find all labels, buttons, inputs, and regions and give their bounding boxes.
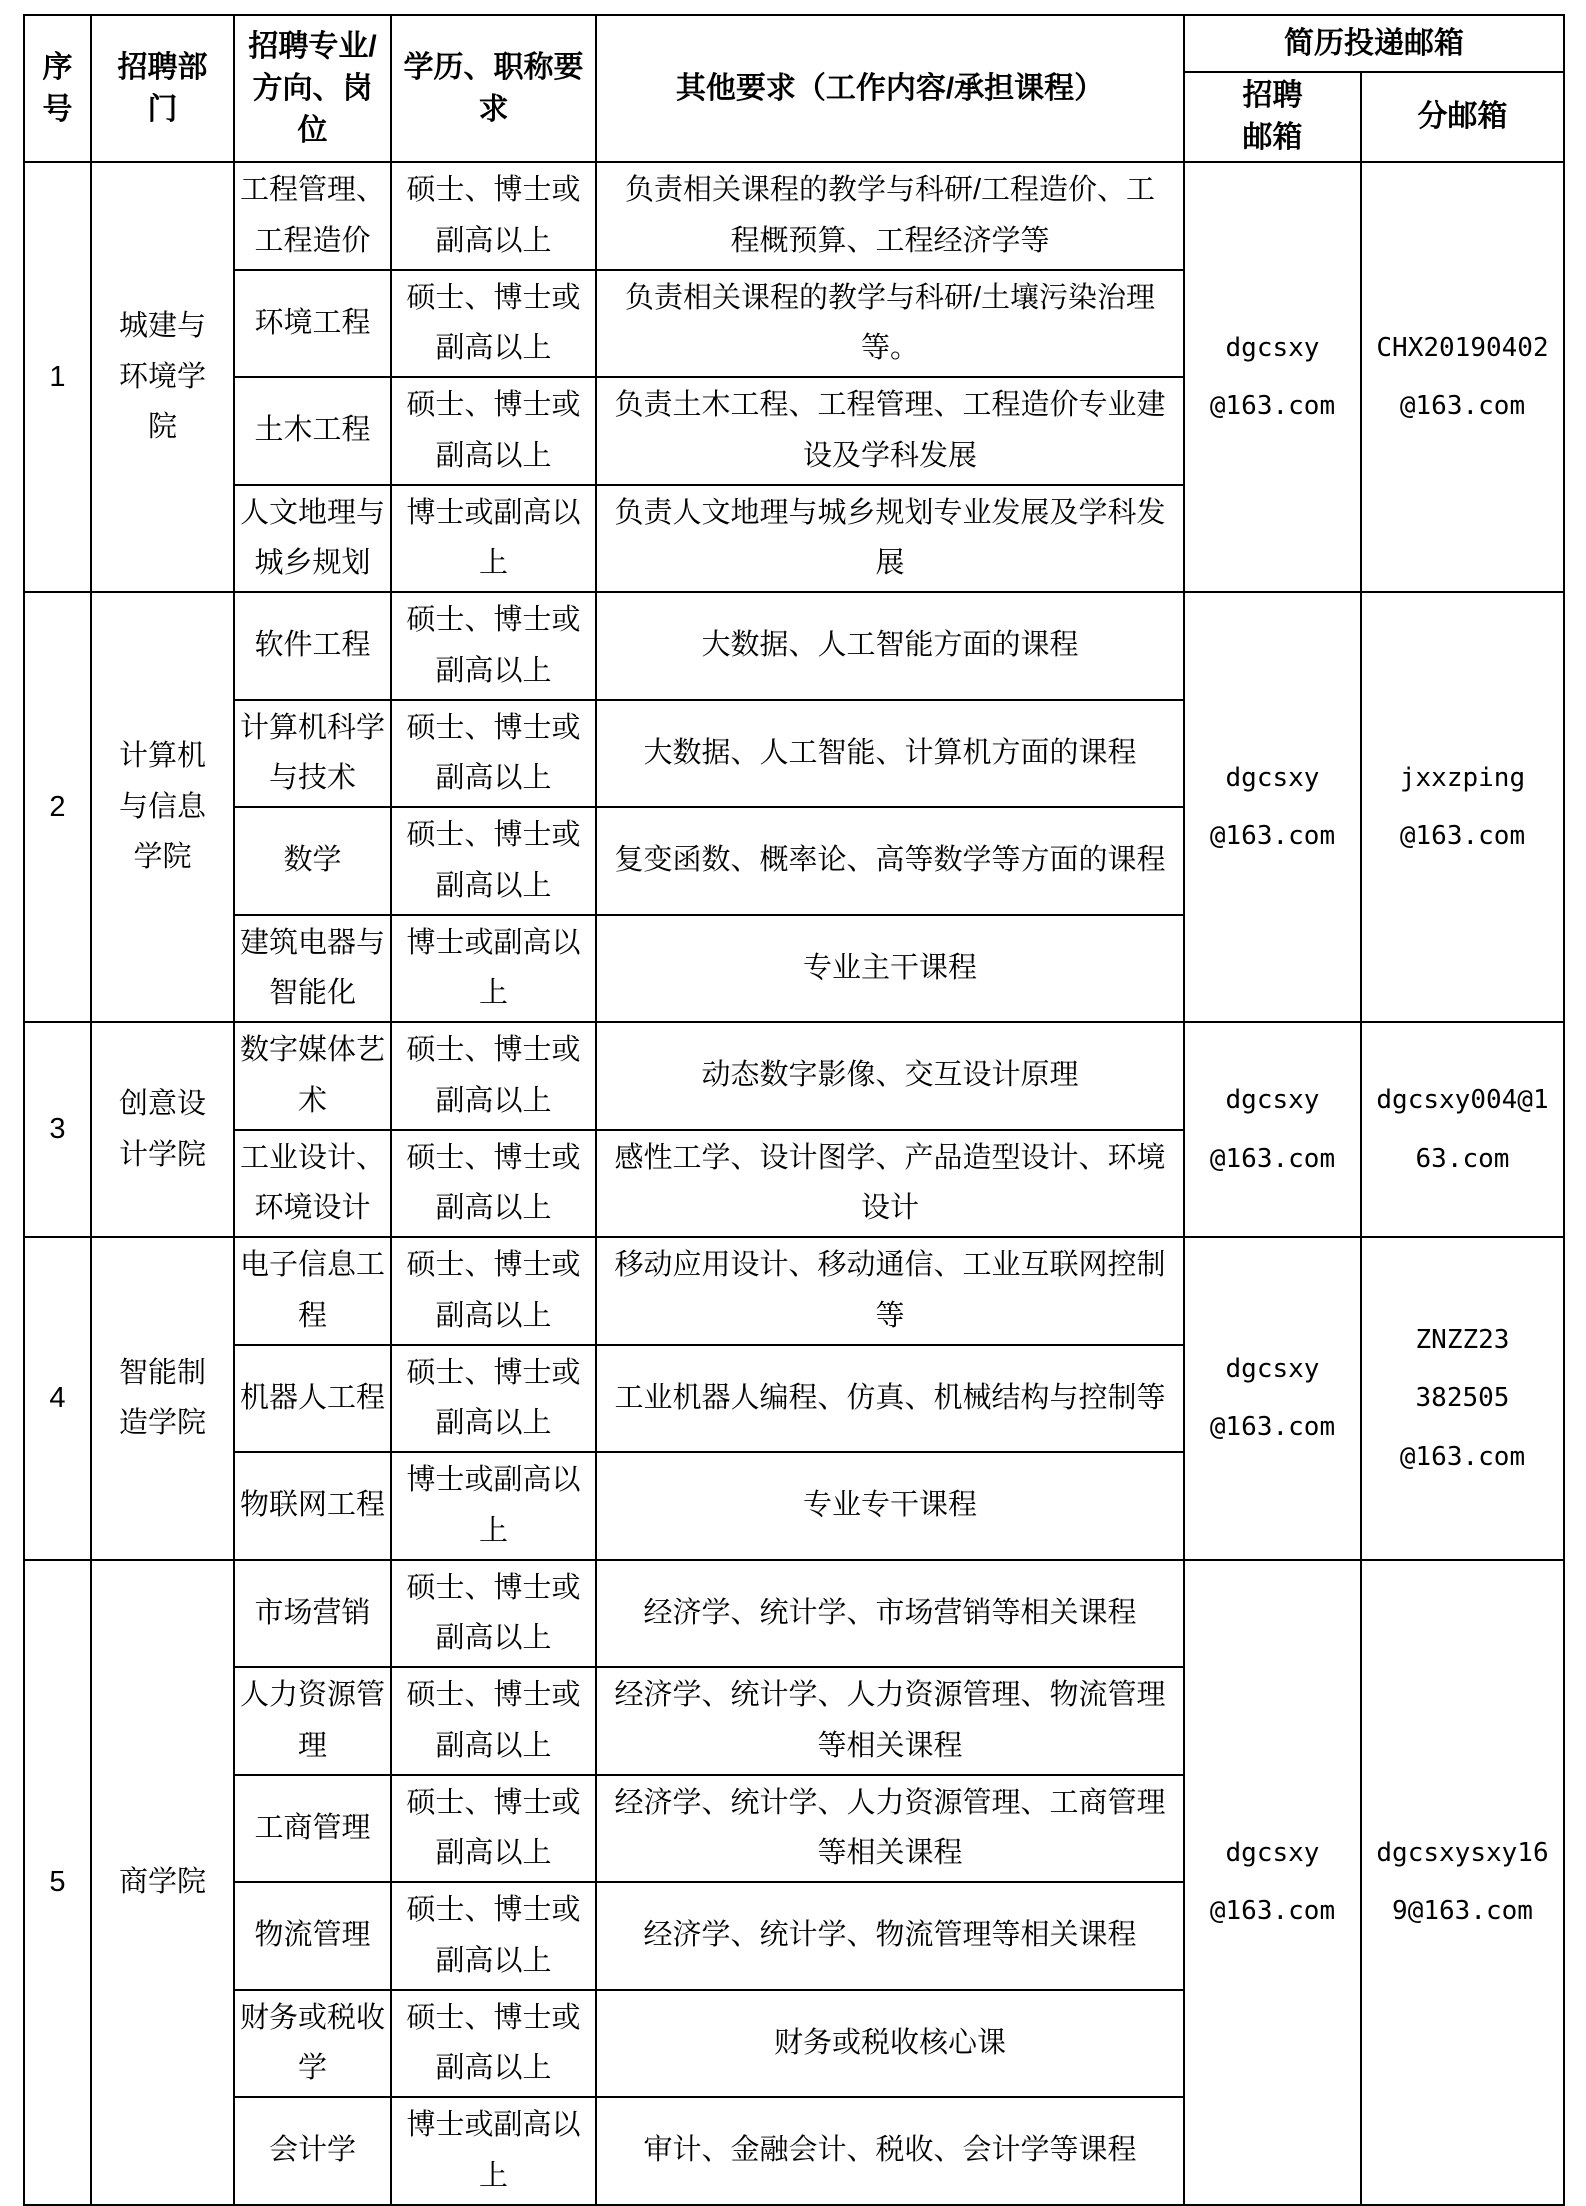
header-department: 招聘部门 bbox=[91, 15, 234, 162]
email-line: @163.com bbox=[1209, 1896, 1336, 1926]
email-line: dgcsxy bbox=[1225, 1837, 1320, 1868]
table-row bbox=[24, 592, 1564, 700]
email-line: dgcsxy bbox=[1225, 1085, 1320, 1115]
email-line: @163.com bbox=[1209, 1143, 1336, 1174]
requirement-cell: 经济学、统计学、人力资源管理、工商管理等相关课程 bbox=[596, 1775, 1184, 1883]
sub-email-cell bbox=[1361, 1237, 1564, 1560]
major-cell: 计算机科学与技术 bbox=[234, 700, 391, 808]
recruitment-table bbox=[23, 14, 1565, 2206]
requirement-cell: 移动应用设计、移动通信、工业互联网控制等 bbox=[596, 1237, 1184, 1345]
requirement-cell: 负责相关课程的教学与科研/工程造价、工程概预算、工程经济学等 bbox=[596, 162, 1184, 270]
major-cell: 人力资源管理 bbox=[234, 1667, 391, 1775]
education-cell: 博士或副高以上 bbox=[391, 2097, 596, 2205]
requirement-cell: 财务或税收核心课 bbox=[596, 1990, 1184, 2098]
seq-cell: 4 bbox=[24, 1237, 91, 1560]
header-recruit-email-label: 招聘邮箱 bbox=[1242, 79, 1303, 154]
requirement-cell: 感性工学、设计图学、产品造型设计、环境设计 bbox=[596, 1130, 1184, 1238]
major-cell: 市场营销 bbox=[234, 1560, 391, 1668]
requirement-cell: 大数据、人工智能方面的课程 bbox=[596, 592, 1184, 700]
education-cell: 硕士、博士或副高以上 bbox=[391, 1990, 596, 2098]
table-row bbox=[24, 1022, 1564, 1130]
table-row bbox=[24, 162, 1564, 270]
seq-cell: 3 bbox=[24, 1022, 91, 1237]
major-cell: 财务或税收学 bbox=[234, 1990, 391, 2098]
recruit-email-cell bbox=[1184, 592, 1361, 1022]
email-line: dgcsxy bbox=[1225, 1353, 1320, 1384]
table-body bbox=[24, 162, 1564, 2205]
sub-email-cell bbox=[1361, 592, 1564, 1022]
education-cell: 硕士、博士或副高以上 bbox=[391, 377, 596, 485]
major-cell: 物联网工程 bbox=[234, 1452, 391, 1560]
education-cell: 博士或副高以上 bbox=[391, 1452, 596, 1560]
header-major: 招聘专业/方向、岗位 bbox=[234, 15, 391, 162]
requirement-cell: 工业机器人编程、仿真、机械结构与控制等 bbox=[596, 1345, 1184, 1453]
sub-email-cell bbox=[1361, 1560, 1564, 2205]
education-cell: 硕士、博士或副高以上 bbox=[391, 1667, 596, 1775]
table-row bbox=[24, 1560, 1564, 1668]
education-cell: 硕士、博士或副高以上 bbox=[391, 1560, 596, 1668]
header-education: 学历、职称要求 bbox=[391, 15, 596, 162]
requirement-cell: 专业主干课程 bbox=[596, 915, 1184, 1023]
sub-email-cell bbox=[1361, 162, 1564, 592]
education-cell: 硕士、博士或副高以上 bbox=[391, 700, 596, 808]
education-cell: 博士或副高以上 bbox=[391, 915, 596, 1023]
requirement-cell: 复变函数、概率论、高等数学等方面的课程 bbox=[596, 807, 1184, 915]
major-cell: 土木工程 bbox=[234, 377, 391, 485]
seq-cell: 5 bbox=[24, 1560, 91, 2205]
requirement-cell: 经济学、统计学、市场营销等相关课程 bbox=[596, 1560, 1184, 1668]
header-row-1 bbox=[24, 15, 1564, 72]
major-cell: 会计学 bbox=[234, 2097, 391, 2205]
major-cell: 数字媒体艺术 bbox=[234, 1022, 391, 1130]
education-cell: 硕士、博士或副高以上 bbox=[391, 270, 596, 378]
header-sub-email: 分邮箱 bbox=[1361, 72, 1564, 162]
major-cell: 机器人工程 bbox=[234, 1345, 391, 1453]
recruit-email-cell bbox=[1184, 1237, 1361, 1560]
seq-cell: 1 bbox=[24, 162, 91, 592]
email-line: dgcsxy004@1 bbox=[1376, 1085, 1549, 1115]
education-cell: 硕士、博士或副高以上 bbox=[391, 1022, 596, 1130]
requirement-cell: 负责人文地理与城乡规划专业发展及学科发展 bbox=[596, 485, 1184, 593]
requirement-cell: 经济学、统计学、物流管理等相关课程 bbox=[596, 1882, 1184, 1990]
header-recruit-email bbox=[1184, 72, 1361, 162]
requirement-cell: 负责相关课程的教学与科研/土壤污染治理等。 bbox=[596, 270, 1184, 378]
major-cell: 物流管理 bbox=[234, 1882, 391, 1990]
recruit-email-cell bbox=[1184, 1560, 1361, 2205]
email-line: 63.com bbox=[1415, 1143, 1510, 1174]
email-line: jxxzping bbox=[1399, 762, 1526, 793]
major-cell: 电子信息工程 bbox=[234, 1237, 391, 1345]
email-line: 382505 bbox=[1415, 1383, 1510, 1413]
education-cell: 硕士、博士或副高以上 bbox=[391, 1130, 596, 1238]
email-line: dgcsxysxy16 bbox=[1376, 1837, 1549, 1868]
department-cell: 城建与环境学院 bbox=[91, 162, 234, 592]
requirement-cell: 大数据、人工智能、计算机方面的课程 bbox=[596, 700, 1184, 808]
education-cell: 硕士、博士或副高以上 bbox=[391, 1882, 596, 1990]
major-cell: 软件工程 bbox=[234, 592, 391, 700]
major-cell: 数学 bbox=[234, 807, 391, 915]
department-cell: 商学院 bbox=[91, 1560, 234, 2205]
email-line: @163.com bbox=[1209, 391, 1336, 421]
header-seq: 序号 bbox=[24, 15, 91, 162]
major-cell: 工业设计、环境设计 bbox=[234, 1130, 391, 1238]
seq-cell: 2 bbox=[24, 592, 91, 1022]
requirement-cell: 经济学、统计学、人力资源管理、物流管理等相关课程 bbox=[596, 1667, 1184, 1775]
department-cell: 计算机与信息学院 bbox=[91, 592, 234, 1022]
department-cell: 创意设计学院 bbox=[91, 1022, 234, 1237]
requirement-cell: 动态数字影像、交互设计原理 bbox=[596, 1022, 1184, 1130]
email-line: @163.com bbox=[1399, 391, 1526, 421]
education-cell: 硕士、博士或副高以上 bbox=[391, 162, 596, 270]
email-line: 9@163.com bbox=[1392, 1896, 1533, 1926]
major-cell: 工商管理 bbox=[234, 1775, 391, 1883]
table-header bbox=[24, 15, 1564, 162]
education-cell: 硕士、博士或副高以上 bbox=[391, 1345, 596, 1453]
major-cell: 人文地理与城乡规划 bbox=[234, 485, 391, 593]
education-cell: 硕士、博士或副高以上 bbox=[391, 1237, 596, 1345]
email-line: dgcsxy bbox=[1225, 332, 1320, 363]
education-cell: 硕士、博士或副高以上 bbox=[391, 807, 596, 915]
email-line: ZNZZ23 bbox=[1415, 1324, 1510, 1355]
email-line: dgcsxy bbox=[1225, 762, 1320, 793]
header-email-group: 简历投递邮箱 bbox=[1184, 15, 1564, 72]
email-line: @163.com bbox=[1399, 821, 1526, 851]
education-cell: 博士或副高以上 bbox=[391, 485, 596, 593]
education-cell: 硕士、博士或副高以上 bbox=[391, 1775, 596, 1883]
email-line: @163.com bbox=[1209, 1412, 1336, 1443]
major-cell: 工程管理、工程造价 bbox=[234, 162, 391, 270]
recruit-email-cell bbox=[1184, 1022, 1361, 1237]
sub-email-cell bbox=[1361, 1022, 1564, 1237]
recruit-email-cell bbox=[1184, 162, 1361, 592]
email-line: CHX20190402 bbox=[1376, 332, 1549, 363]
major-cell: 环境工程 bbox=[234, 270, 391, 378]
major-cell: 建筑电器与智能化 bbox=[234, 915, 391, 1023]
header-other-requirements: 其他要求（工作内容/承担课程） bbox=[596, 15, 1184, 162]
requirement-cell: 负责土木工程、工程管理、工程造价专业建设及学科发展 bbox=[596, 377, 1184, 485]
department-cell: 智能制造学院 bbox=[91, 1237, 234, 1560]
education-cell: 硕士、博士或副高以上 bbox=[391, 592, 596, 700]
email-line: @163.com bbox=[1399, 1441, 1526, 1472]
table-row bbox=[24, 1237, 1564, 1345]
email-line: @163.com bbox=[1209, 821, 1336, 851]
requirement-cell: 审计、金融会计、税收、会计学等课程 bbox=[596, 2097, 1184, 2205]
requirement-cell: 专业专干课程 bbox=[596, 1452, 1184, 1560]
